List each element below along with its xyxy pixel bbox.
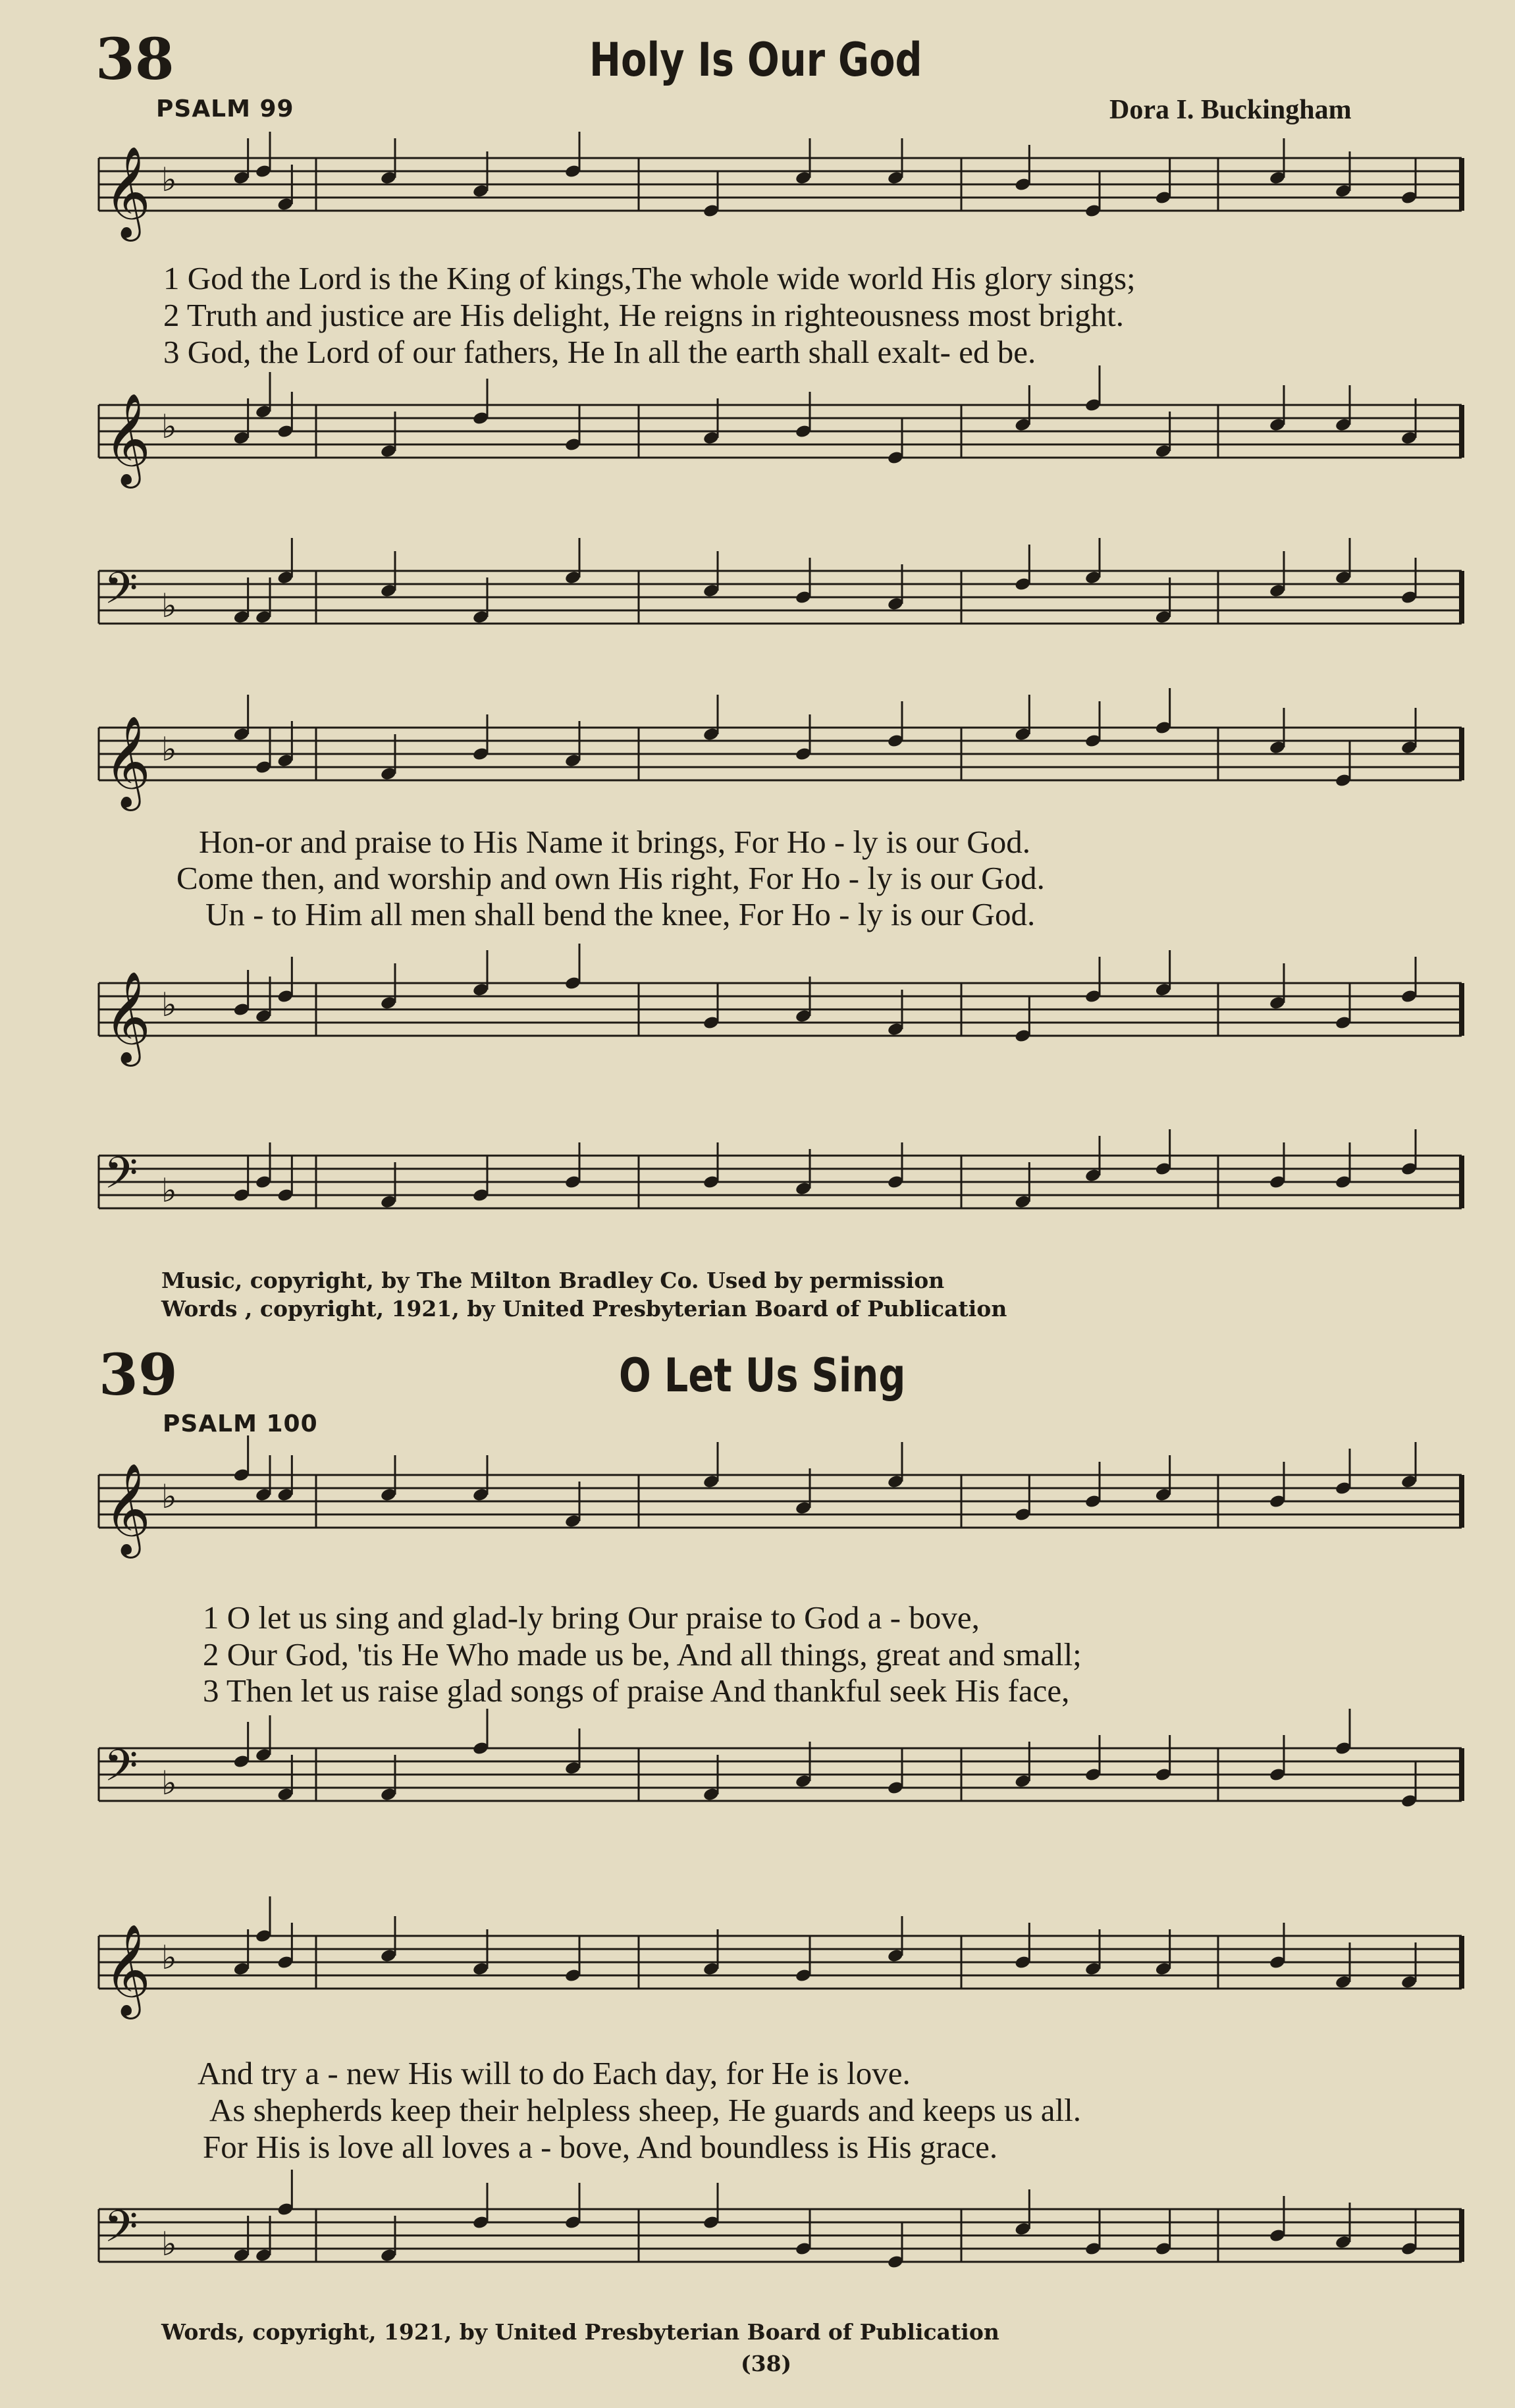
staff-h39-sys1-bass xyxy=(99,1738,1468,1837)
flat-icon: ♭ xyxy=(161,986,177,1024)
staff-h38-sys1-treble xyxy=(99,148,1468,247)
flat-icon: ♭ xyxy=(161,1939,177,1977)
flat-icon: ♭ xyxy=(161,1171,177,1210)
hymn-title: Holy Is Our God xyxy=(589,33,922,87)
flat-icon: ♭ xyxy=(161,1478,177,1516)
staff-h38-sys1-piano-treble xyxy=(99,395,1468,494)
treble-clef-icon: 𝄞 xyxy=(104,971,151,1063)
staff-h38-sys2-piano-treble xyxy=(99,973,1468,1072)
hymn-number: 39 xyxy=(99,1342,178,1408)
author: Dora I. Buckingham xyxy=(1109,95,1352,125)
hymn-title: O Let Us Sing xyxy=(619,1349,906,1403)
staff-h39-sys2-bass xyxy=(99,2199,1468,2298)
staff-h39-sys1-treble xyxy=(99,1465,1468,1564)
verse-1-line-2: And try a - new His will to do Each day, for He is love. xyxy=(198,2055,911,2091)
verse-2-line-2: As shepherds keep their helpless sheep, He guards and keeps us all. xyxy=(209,2092,1082,2128)
flat-icon: ♭ xyxy=(161,730,177,768)
words-copyright: Words , copyright, 1921, by United Presbyterian Board of Publication xyxy=(161,1296,1007,1322)
verse-2-line-1: 2 Our God, 'tis He Who made us be, And all things, great and small; xyxy=(203,1636,1082,1672)
flat-icon: ♭ xyxy=(161,1764,177,1802)
verse-2-line-2: Come then, and worship and own His right, For Ho - ly is our God. xyxy=(176,860,1045,896)
staff-h38-sys2-treble xyxy=(99,718,1468,816)
flat-icon: ♭ xyxy=(161,2225,177,2263)
treble-clef-icon: 𝄞 xyxy=(104,1924,151,2016)
bass-clef-icon: 𝄢 xyxy=(104,1148,138,1209)
staff-h39-sys2-treble xyxy=(99,1926,1468,2025)
verse-3-line-2: Un - to Him all men shall bend the knee, For Ho - ly is our God. xyxy=(205,896,1036,932)
verse-1-line-2: Hon-or and praise to His Name it brings, For Ho - ly is our God. xyxy=(199,824,1030,860)
staff-h38-sys1-bass xyxy=(99,561,1468,660)
verse-3-line-1: 3 God, the Lord of our fathers, He In all the earth shall exalt- ed be. xyxy=(163,334,1036,370)
verse-1-line-1: 1 O let us sing and glad-ly bring Our praise to God a - bove, xyxy=(203,1599,980,1636)
bass-clef-icon: 𝄢 xyxy=(104,563,138,624)
verse-2-line-1: 2 Truth and justice are His delight, He reigns in righteousness most bright. xyxy=(163,297,1124,333)
words-copyright: Words, copyright, 1921, by United Presbyterian Board of Publication xyxy=(161,2319,999,2345)
page-number: (38) xyxy=(741,2351,792,2376)
psalm-reference: PSALM 99 xyxy=(156,95,294,122)
treble-clef-icon: 𝄞 xyxy=(104,146,151,238)
bass-clef-icon: 𝄢 xyxy=(104,1740,138,1802)
verse-1-line-1: 1 God the Lord is the King of kings,The whole wide world His glory sings; xyxy=(163,260,1136,296)
verse-3-line-2: For His is love all loves a - bove, And boundless is His grace. xyxy=(203,2129,998,2165)
psalm-reference: PSALM 100 xyxy=(163,1410,318,1437)
staff-h38-sys2-bass xyxy=(99,1146,1468,1244)
flat-icon: ♭ xyxy=(161,161,177,199)
treble-clef-icon: 𝄞 xyxy=(104,1463,151,1555)
verse-3-line-1: 3 Then let us raise glad songs of praise And thankful seek His face, xyxy=(203,1672,1070,1709)
flat-icon: ♭ xyxy=(161,408,177,446)
treble-clef-icon: 𝄞 xyxy=(104,716,151,807)
bass-clef-icon: 𝄢 xyxy=(104,2201,138,2262)
treble-clef-icon: 𝄞 xyxy=(104,393,151,485)
flat-icon: ♭ xyxy=(161,587,177,625)
hymn-number: 38 xyxy=(95,26,174,93)
music-copyright: Music, copyright, by The Milton Bradley Co. Used by permission xyxy=(161,1268,945,1293)
